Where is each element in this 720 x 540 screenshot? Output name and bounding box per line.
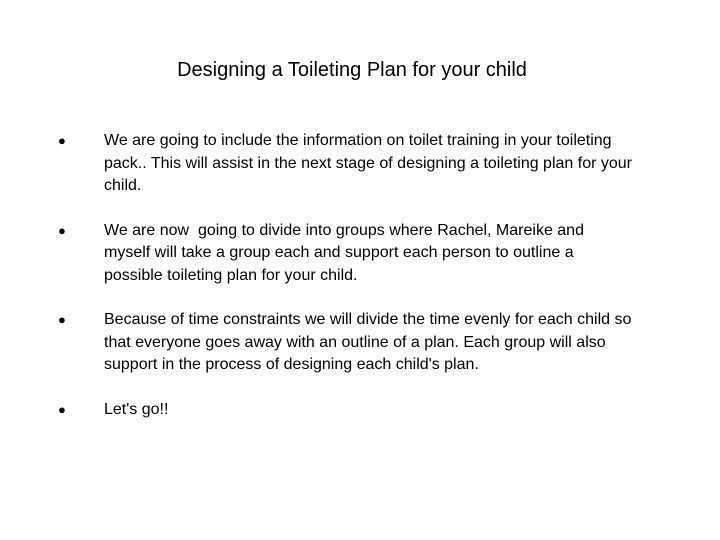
bullet-dot-icon: ● <box>58 133 66 148</box>
bullet-item <box>54 130 634 198</box>
bullet-item <box>54 399 634 422</box>
slide-title: Designing a Toileting Plan for your child <box>177 59 527 81</box>
bullet-item <box>54 220 634 288</box>
bullet-text: We are now going to divide into groups where Rachel, Mareike and myself will take a group each and support each person to outline a possible toileting plan for your child. <box>104 221 589 284</box>
bullet-dot-icon: ● <box>58 222 66 238</box>
bullet-dot-icon: ● <box>58 312 66 327</box>
bullet-item <box>54 309 634 377</box>
bullet-list <box>54 130 634 443</box>
bullet-text: Because of time constraints we will divide the time evenly for each child so that everyone goes away with an outline of a plan. Each group will also support in the process of designing each child's plan. <box>104 311 632 373</box>
bullet-text: We are going to include the information on toilet training in your toileting pack.. This will assist in the next stage of designing a toileting plan for your child. <box>104 132 632 194</box>
bullet-dot-icon: ● <box>58 401 66 417</box>
bullet-text: Let's go!! <box>104 400 169 418</box>
